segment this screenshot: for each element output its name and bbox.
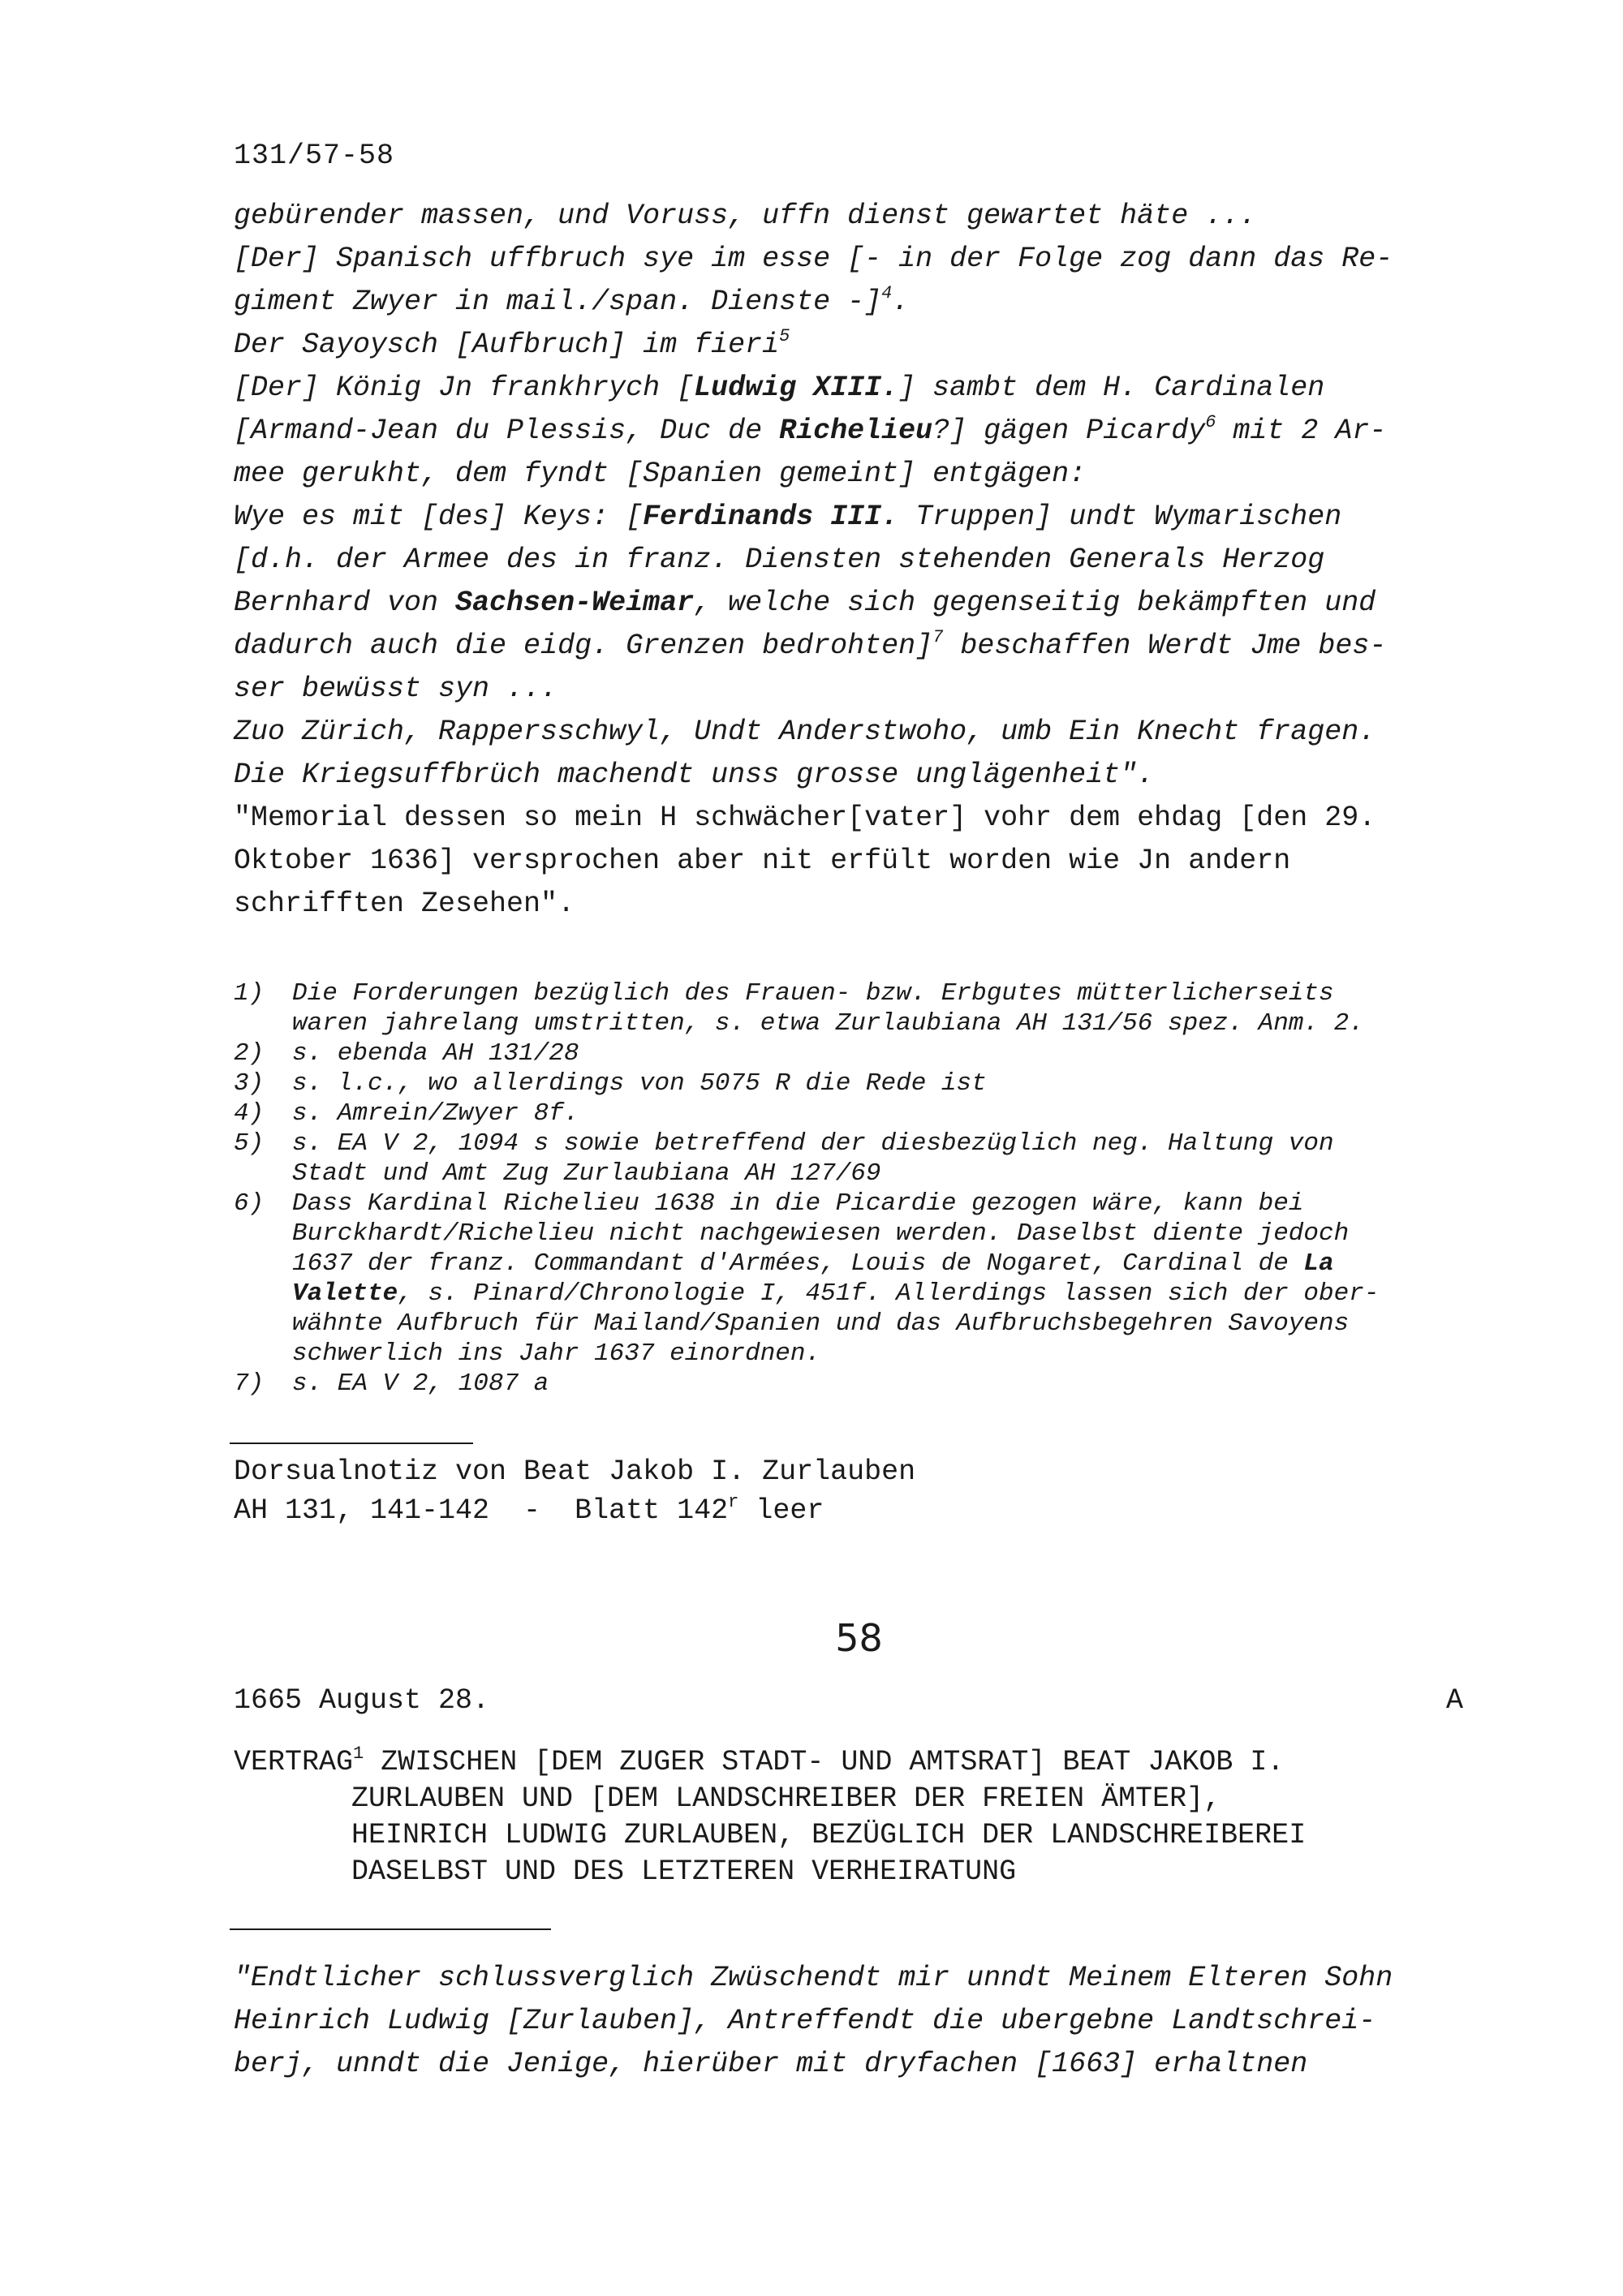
document-heading [234,1744,1500,1890]
text-segment: "Endtlicher schlussverglich Zwüschendt mir unndt Meinem Elteren Sohn [234,1962,1393,1994]
text-line [234,754,1475,797]
body-line [234,2043,1500,2086]
footnote-marker: 6 [1205,412,1216,432]
text-segment: AH 131, 141-142 - Blatt 142 [234,1494,729,1527]
text-segment: schwerlich ins Jahr 1637 einordnen. [292,1339,821,1368]
text-segment: Truppen] undt Wymarischen [898,501,1342,533]
heading-line [234,1854,1500,1890]
text-line [234,625,1475,668]
page-reference: 131/57-58 [234,140,395,172]
text-segment: ser bewüsst syn ... [234,673,558,705]
separator-rule [230,1443,473,1444]
separator-rule [230,1928,551,1930]
text-segment: gebürender massen, und Voruss, uffn dienst gewartet häte ... [234,200,1257,232]
footnote-marker: r [728,1492,739,1512]
text-segment: ZWISCHEN [DEM ZUGER STADT- UND AMTSRAT] BEAT JAKOB I. [364,1746,1285,1778]
document-date: 1665 August 28. [234,1684,490,1717]
text-line [234,496,1475,539]
text-segment: Heinrich Ludwig [Zurlauben], Antreffendt die ubergebne Landtschrei- [234,2005,1376,2037]
text-segment: Oktober 1636] versprochen aber nit erfült worden wie Jn andern [234,845,1291,877]
footnote-line [234,1159,1500,1189]
text-segment: ?] gägen Picardy [932,415,1206,447]
footnote-number: 2) [234,1039,265,1068]
main-text-block [234,195,1475,926]
footnote-line [234,1369,1500,1399]
text-segment: Bernhard von [234,587,456,619]
text-line [234,883,1475,926]
text-segment: wähnte Aufbruch für Mailand/Spanien und das Aufbruchsbegehren Savoyens [292,1309,1350,1338]
text-segment: VERTRAG [234,1746,354,1778]
bold-name: Ferdinands III. [643,501,899,533]
footnote-number: 6) [234,1189,265,1218]
footnote-line [234,1279,1500,1309]
text-segment: , s. Pinard/Chronologie I, 451f. Allerdings lassen sich der ober- [398,1279,1380,1308]
text-line [234,195,1475,238]
footnote-number: 3) [234,1069,265,1098]
text-line [234,797,1475,840]
text-segment: [Der] Spanisch uffbruch sye im esse [- in der Folge zog dann das Re- [234,243,1393,275]
text-segment: . [892,286,910,318]
bold-name: Ludwig XIII. [694,372,899,404]
footnote-line [234,1339,1500,1369]
text-segment: 1637 der franz. Commandant d'Armées, Louis de Nogaret, Cardinal de [292,1249,1304,1278]
heading-line [234,1817,1500,1854]
bold-name: Richelieu [779,415,933,447]
text-line [234,324,1475,367]
text-segment: Stadt und Amt Zug Zurlaubiana AH 127/69 [292,1159,881,1188]
text-line [234,410,1475,453]
text-segment: berj, unndt die Jenige, hierüber mit dryfachen [1663] erhaltnen [234,2048,1308,2080]
text-segment: [Armand-Jean du Plessis, Duc de [234,415,780,447]
text-segment: "Memorial dessen so mein H schwächer[vater] vohr dem ehdag [den 29. [234,802,1376,834]
text-line [234,453,1475,496]
text-segment: giment Zwyer in mail./span. Dienste -] [234,286,882,318]
footnote-number: 5) [234,1129,265,1158]
bold-name: Valette [292,1279,398,1308]
text-segment: Zuo Zürich, Rappersschwyl, Undt Anderstwoho, umb Ein Knecht fragen. [234,716,1376,748]
text-segment: ZURLAUBEN UND [DEM LANDSCHREIBER DER FREIEN ÄMTER], [351,1782,1221,1815]
text-line [234,582,1475,625]
text-line [234,367,1475,410]
document-body-text [234,1957,1500,2086]
heading-line [234,1744,1500,1781]
footnote-line [234,1038,1500,1068]
text-segment: schrifften Zesehen". [234,888,575,920]
footnote-number: 1) [234,979,265,1008]
footnote-line [234,1129,1500,1159]
text-segment: DASELBST UND DES LETZTEREN VERHEIRATUNG [351,1855,1017,1888]
dorsual-note [234,1452,915,1530]
footnote-marker: 1 [353,1743,364,1764]
text-segment: mee gerukht, dem fyndt [Spanien gemeint] entgägen: [234,458,1087,490]
text-segment: waren jahrelang umstritten, s. etwa Zurlaubiana AH 131/56 spez. Anm. 2. [292,1009,1364,1038]
footnote-line [234,1099,1500,1129]
footnote-marker: 5 [779,326,790,346]
footnote-line [234,1008,1500,1038]
dorsual-line [234,1491,915,1530]
footnote-marker: 7 [932,627,944,647]
text-segment: beschaffen Werdt Jme bes- [943,630,1387,662]
footnote-line [234,978,1500,1008]
text-line [234,539,1475,582]
text-segment: Wye es mit [des] Keys: [ [234,501,644,533]
text-segment: Dass Kardinal Richelieu 1638 in die Picardie gezogen wäre, kann bei [292,1189,1304,1218]
text-segment: Die Kriegsuffbrüch machendt unss grosse unglägenheit". [234,759,1155,791]
text-line [234,238,1475,281]
text-segment: s. l.c., wo allerdings von 5075 R die Rede ist [292,1069,987,1098]
document-type: A [1446,1684,1464,1717]
footnotes-block [234,978,1500,1399]
text-segment: , welche sich gegenseitig bekämpften und [694,587,1376,619]
heading-line [234,1781,1500,1817]
bold-name: Sachsen-Weimar [455,587,695,619]
footnote-line [234,1219,1500,1249]
text-segment: mit 2 Ar- [1216,415,1387,447]
footnote-number: 4) [234,1099,265,1128]
text-segment: Dorsualnotiz von Beat Jakob I. Zurlauben [234,1455,916,1488]
footnote-line [234,1068,1500,1099]
footnote-line [234,1309,1500,1339]
text-line [234,281,1475,324]
bold-name: La [1303,1249,1334,1278]
footnote-marker: 4 [881,283,893,303]
text-line [234,840,1475,883]
dorsual-line [234,1452,915,1491]
text-segment: [d.h. der Armee des in franz. Diensten stehenden Generals Herzog [234,544,1325,576]
text-segment: dadurch auch die eidg. Grenzen bedrohten] [234,630,933,662]
footnote-line [234,1249,1500,1279]
text-segment: Der Sayoysch [Aufbruch] im fieri [234,329,780,361]
body-line [234,1957,1500,2000]
text-segment: Die Forderungen bezüglich des Frauen- bzw. Erbgutes mütterlicherseits [292,979,1334,1008]
text-line [234,711,1475,754]
document-number: 58 [835,1616,883,1660]
text-line [234,668,1475,711]
text-segment: s. EA V 2, 1094 s sowie betreffend der diesbezüglich neg. Haltung von [292,1129,1334,1158]
text-segment: ] sambt dem H. Cardinalen [898,372,1325,404]
footnote-number: 7) [234,1369,265,1398]
text-segment: [Der] König Jn frankhrych [ [234,372,695,404]
text-segment: s. EA V 2, 1087 a [292,1369,549,1398]
text-segment: Burckhardt/Richelieu nicht nachgewiesen werden. Daselbst diente jedoch [292,1219,1350,1248]
body-line [234,2000,1500,2043]
text-segment: leer [738,1494,824,1527]
text-segment: s. ebenda AH 131/28 [292,1039,579,1068]
footnote-line [234,1189,1500,1219]
text-segment: s. Amrein/Zwyer 8f. [292,1099,579,1128]
text-segment: HEINRICH LUDWIG ZURLAUBEN, BEZÜGLICH DER LANDSCHREIBEREI [351,1819,1307,1851]
